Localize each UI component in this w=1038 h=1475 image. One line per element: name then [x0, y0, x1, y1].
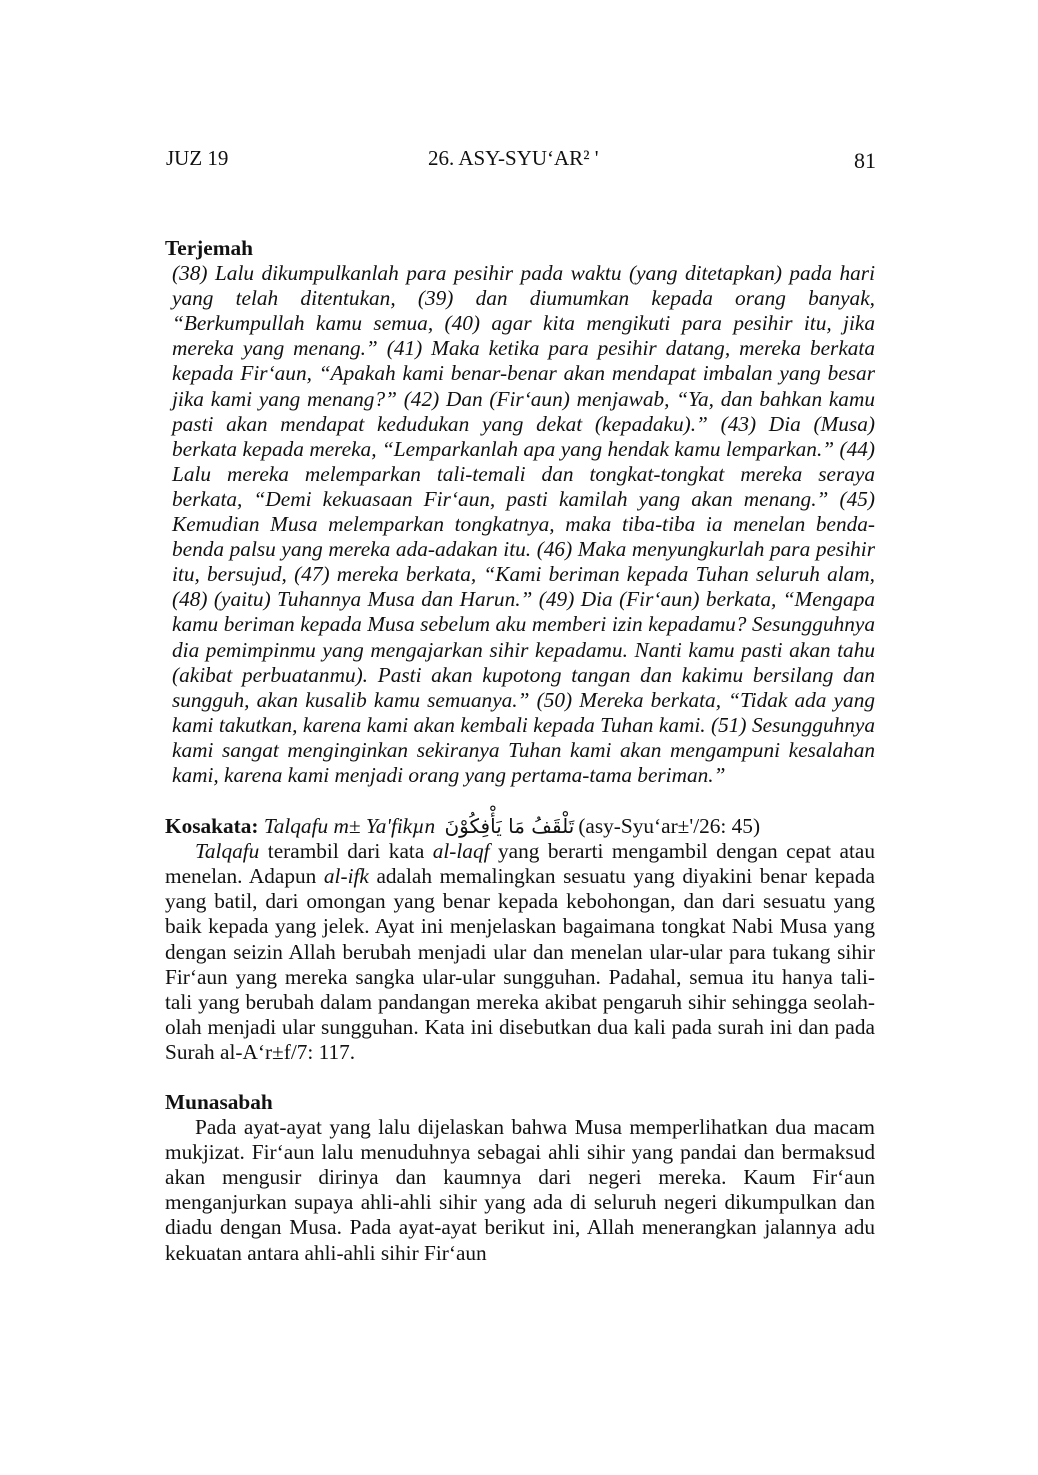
kosakata-text-a: terambil dari kata [259, 839, 433, 864]
kosakata-term-arabic: تَلْقَفُ مَا يَأْفِكُوْنَ [444, 814, 575, 839]
kosakata-line [165, 814, 875, 839]
kosakata-term-alifk: al-ifk [323, 864, 369, 889]
page-body [165, 236, 875, 1266]
kosakata-label: Kosakata: [165, 814, 259, 839]
kosakata-paragraph [165, 839, 875, 1065]
kosakata-term-translit: Talqafu m± Ya'fikµn [263, 814, 436, 839]
page-number: 81 [854, 148, 876, 173]
surah-title: 26. ASY-SYU‘AR² ' [428, 146, 599, 170]
running-header [166, 146, 876, 176]
munasabah-text: Pada ayat-ayat yang lalu dijelaskan bahwa Musa memperlihatkan dua macam mukjizat. Fir‘aun lalu menuduhnya sebagai ahli sihir yang pandai dan bermaksud akan mengusir dirinya dan kaumnya dari negeri mereka. Kaum Fir‘aun menganjurkan supaya ahli-ahli sihir yang ada di seluruh negeri dikumpulkan dan diadu dengan Musa. Pada ayat-ayat berikut ini, Allah menerangkan jalannya adu kekuatan antara ahli-ahli sihir Fir‘aun [165, 1115, 875, 1265]
kosakata-text-c: adalah memalingkan sesuatu yang diyakini benar kepada yang batil, dari omongan yang benar kepada kebohongan, dan dari sesuatu yang baik kepada yang jelek. Ayat ini menjelaskan bagaimana tongkat Nabi Musa yang dengan seizin Allah berubah menjadi ular dan menelan ular-ular para tukang sihir Fir‘aun yang mereka sangka ular-ular sungguhan. Padahal, semua itu hanya tali-tali yang berubah dalam pandangan mereka akibat pengaruh sihir sehingga seolah-olah menjadi ular sungguhan. Kata ini disebutkan dua kali pada surah ini dan pada Surah al-A‘r±f/7: 117. [165, 864, 875, 1064]
terjemah-text: (38) Lalu dikumpulkanlah para pesihir pada waktu (yang ditetapkan) pada hari yang telah ditentukan, (39) dan diumumkan kepada orang banyak, “Berkumpullah kamu semua, (40) agar kita mengikuti para pesihir itu, jika mereka yang menang.” (41) Maka ketika para pesihir datang, mereka berkata kepada Fir‘aun, “Apakah kami benar-benar akan mendapat imbalan yang besar jika kami yang menang?” (42) Dan (Fir‘aun) menjawab, “Ya, dan bahkan kamu pasti akan mendapat kedudukan yang dekat (kepadaku).” (43) Dia (Musa) berkata kepada mereka, “Lemparkanlah apa yang hendak kamu lemparkan.” (44) Lalu mereka melemparkan tali-temali dan tongkat-tongkat mereka seraya berkata, “Demi kekuasaan Fir‘aun, pasti kamilah yang akan menang.” (45) Kemudian Musa melemparkan tongkatnya, maka tiba-tiba ia menelan benda-benda palsu yang mereka ada-adakan itu. (46) Maka menyungkurlah para pesihir itu, bersujud, (47) mereka berkata, “Kami beriman kepada Tuhan seluruh alam, (48) (yaitu) Tuhannya Musa dan Harun.” (49) Dia (Fir‘aun) berkata, “Mengapa kamu beriman kepada Musa sebelum aku memberi izin kepadamu? Sesungguhnya dia pemimpinmu yang mengajarkan sihir kepadamu. Nanti kamu pasti akan tahu (akibat perbuatanmu). Pasti akan kupotong tangan dan kakimu bersilang dan sungguh, akan kusalib kamu semuanya.” (50) Mereka berkata, “Tidak ada yang kami takutkan, karena kami akan kembali kepada Tuhan kami. (51) Sesungguhnya kami sangat menginginkan sekiranya Tuhan kami akan mengampuni kesalahan kami, karena kami menjadi orang yang pertama-tama beriman.” [172, 261, 875, 787]
juz-label: JUZ 19 [166, 146, 229, 170]
terjemah-heading: Terjemah [165, 236, 253, 260]
section-gap [165, 788, 875, 814]
section-gap [165, 1065, 875, 1090]
kosakata-term-allaqf: al-laqf [432, 839, 490, 864]
kosakata-text-b: yang berarti mengambil dengan cepat atau menelan. Adapun [165, 839, 875, 889]
kosakata-reference: (asy-Syu‘ar±'/26: 45) [578, 814, 761, 839]
munasabah-heading: Munasabah [165, 1090, 273, 1114]
kosakata-term-talqafu: Talqafu [195, 839, 260, 864]
